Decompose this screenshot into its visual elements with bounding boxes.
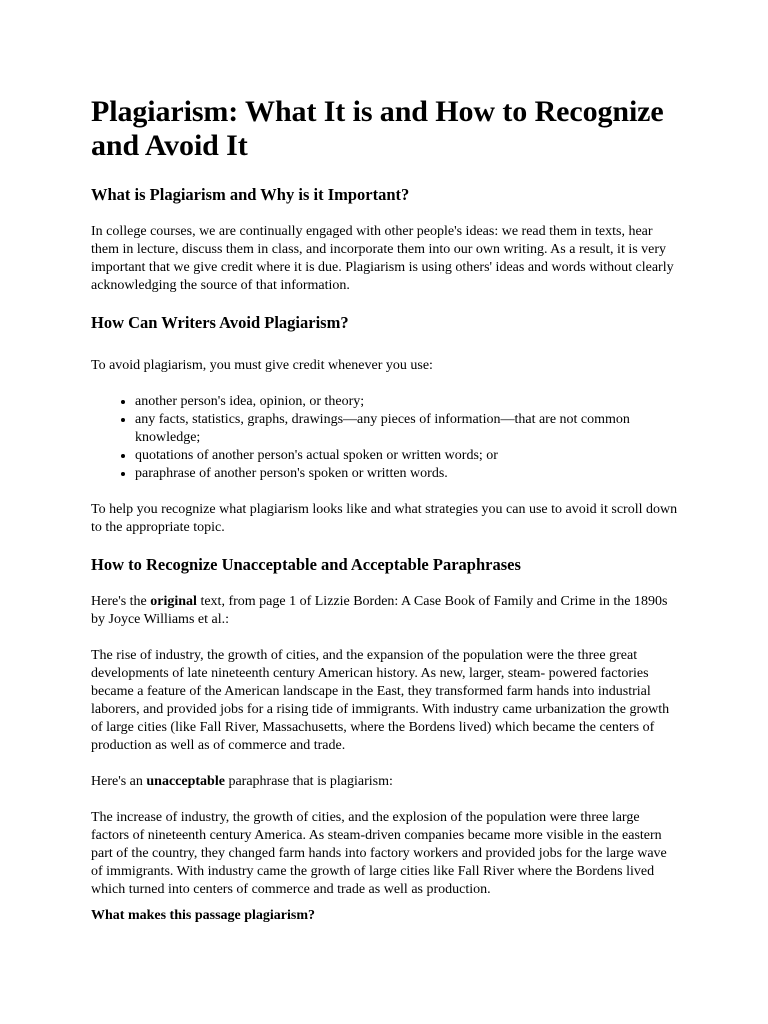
section-heading-avoid-plagiarism: How Can Writers Avoid Plagiarism? [91, 313, 349, 332]
plagiarism-question: What makes this passage plagiarism? [91, 908, 316, 923]
unacceptable-emphasis: unacceptable [146, 774, 225, 789]
list-item: • quotations of another person's actual spoken or written words; or [135, 447, 681, 465]
original-intro-pre: Here's the [91, 594, 151, 609]
unacceptable-intro [91, 773, 681, 791]
section-heading-what-is-plagiarism: What is Plagiarism and Why is it Important? [91, 185, 410, 204]
unacceptable-passage: The increase of industry, the growth of cities, and the explosion of the population were three large factors of nineteenth century America. As steam-driven companies became more visible in the eastern part of the country, they changed farm hands into factory workers and provided jobs for the large wave of immigrants. With industry came the growth of large cities like Fall River where the Bordens lived which turned into centers of commerce and trade as well as production. [91, 810, 667, 897]
credit-list [91, 393, 681, 483]
unacceptable-intro-pre: Here's an [91, 774, 147, 789]
unacceptable-intro-post: paraphrase that is plagiarism: [224, 774, 393, 789]
original-intro-post: text, from page 1 of Lizzie Borden: A Case Book of Family and Crime in the 1890s by Joyce Williams et al.: [91, 594, 668, 627]
section-paragraph-definition: In college courses, we are continually engaged with other people's ideas: we read them in texts, hear them in lecture, discuss them in class, and incorporate them into our own writing. As a result, it is very important that we give credit where it is due. Plagiarism is using others' ideas and words without clearly acknowledging the source of that information. [91, 224, 674, 293]
section-heading-paraphrases: How to Recognize Unacceptable and Acceptable Paraphrases [91, 555, 521, 574]
document-page [91, 95, 681, 925]
original-passage: The rise of industry, the growth of cities, and the expansion of the population were the three great developments of late nineteenth century American history. As new, larger, steam- powered factories became a feature of the American landscape in the East, they transformed farm hands into industrial laborers, and provided jobs for a rising tide of immigrants. With industry came urbanization the growth of large cities (like Fall River, Massachusetts, where the Bordens lived) which became the centers of production as well as of commerce and trade. [91, 648, 670, 753]
original-intro [91, 593, 681, 629]
list-item: • any facts, statistics, graphs, drawings—any pieces of information—that are not common knowledge; [135, 411, 681, 447]
page-title: Plagiarism: What It is and How to Recognize and Avoid It [91, 95, 664, 162]
original-emphasis: original [150, 594, 197, 609]
avoid-intro: To avoid plagiarism, you must give credit whenever you use: [91, 358, 433, 373]
list-item: • another person's idea, opinion, or theory; [135, 393, 681, 411]
avoid-closing: To help you recognize what plagiarism looks like and what strategies you can use to avoid it scroll down to the appropriate topic. [91, 502, 678, 535]
list-item: • paraphrase of another person's spoken or written words. [135, 465, 681, 483]
